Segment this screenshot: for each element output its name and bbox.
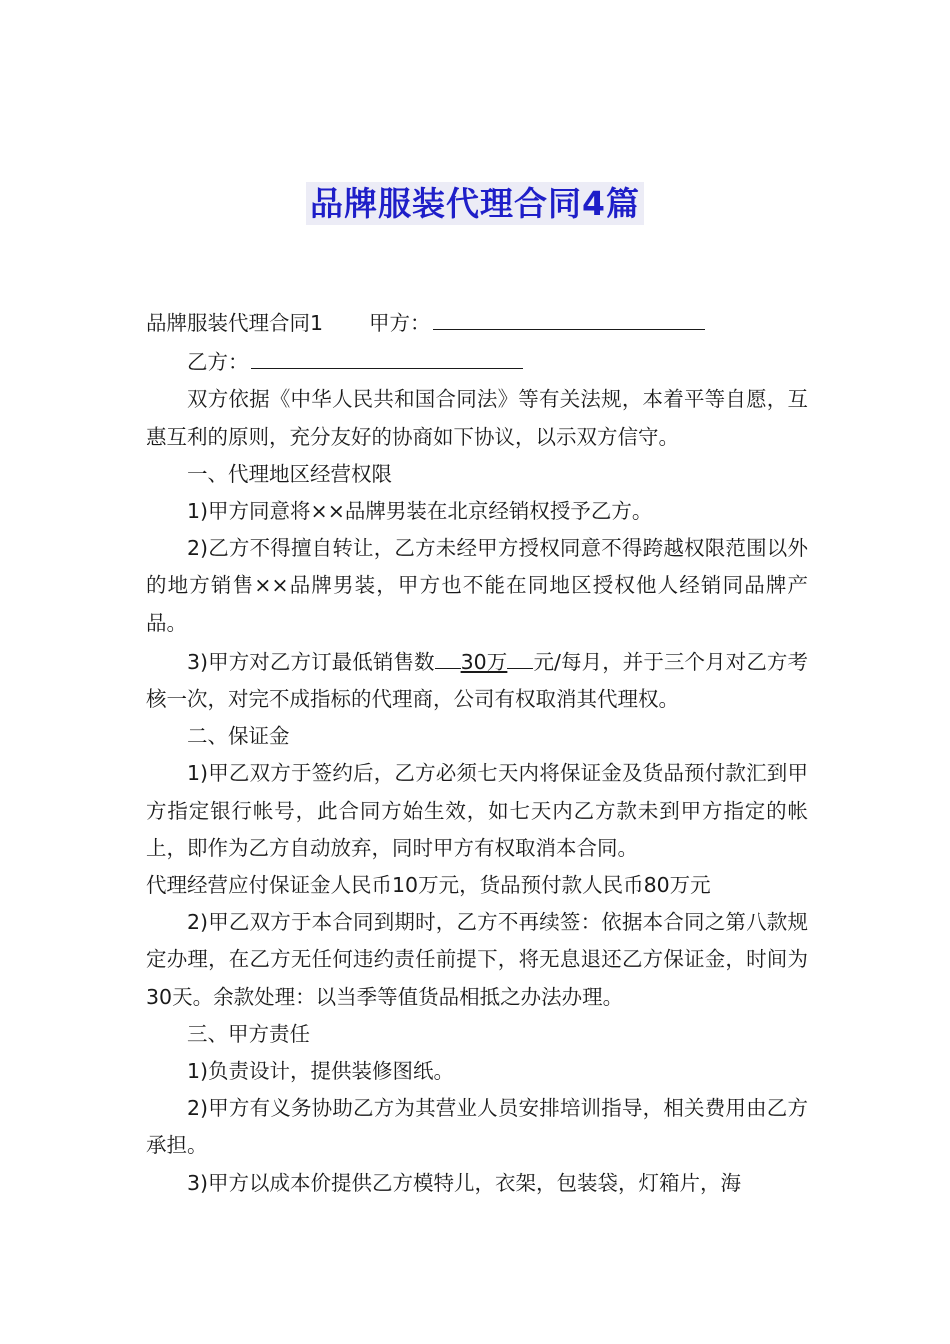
party-b-label: 乙方：: [187, 350, 249, 375]
party-a-blank: [433, 303, 705, 330]
min-sales-amount: 30万: [460, 649, 508, 674]
deposit-line: 代理经营应付保证金人民币10万元，货品预付款人民币80万元: [146, 873, 711, 898]
paragraph: 1)甲方同意将××品牌男装在北京经销权授予乙方。: [187, 499, 653, 524]
paragraph: 1)负责设计，提供装修图纸。: [187, 1059, 455, 1084]
party-b-blank: [251, 342, 523, 369]
paragraph: 2)乙方不得擅自转让，乙方未经甲方授权同意不得跨越权限范围以外的地方销售××品牌男装，甲方也不能在同地区授权他人经销同品牌产品。: [146, 536, 808, 635]
contract-heading-line: 品牌服装代理合同1 甲方：: [146, 303, 808, 342]
paragraph: 2)甲乙双方于本合同到期时，乙方不再续签：依据本合同之第八款规定办理，在乙方无任何违约责任前提下，将无息退还乙方保证金，时间为30天。余款处理：以当季等值货品相抵之办法办理。: [146, 910, 808, 1009]
paragraph: 1)甲乙双方于签约后，乙方必须七天内将保证金及货品预付款汇到甲方指定银行帐号，此合同方始生效，如七天内乙方款未到甲方指定的帐上，即作为乙方自动放弃，同时甲方有权取消本合同。: [146, 761, 808, 860]
party-a-label: 甲方：: [369, 311, 431, 335]
section-heading: 三、甲方责任: [187, 1021, 310, 1046]
paragraph: 2)甲方有义务协助乙方为其营业人员安排培训指导，相关费用由乙方承担。: [146, 1096, 808, 1158]
min-sales-paragraph: 3)甲方对乙方订最低销售数 30万 元/每月，并于三个月对乙方考核一次，对完不成指标的代理商，公司有权取消其代理权。: [146, 642, 808, 718]
document-title: 品牌服装代理合同4篇: [0, 178, 950, 225]
section-heading: 二、保证金: [187, 724, 290, 749]
section-heading: 一、代理地区经营权限: [187, 461, 392, 486]
party-b-line: [146, 342, 808, 381]
document-body: [146, 303, 808, 1202]
paragraph: 3)甲方以成本价提供乙方模特儿，衣架，包装袋，灯箱片，海: [187, 1170, 742, 1195]
paragraph: 双方依据《中华人民共和国合同法》等有关法规，本着平等自愿，互惠互利的原则，充分友好的协商如下协议，以示双方信守。: [146, 387, 808, 449]
